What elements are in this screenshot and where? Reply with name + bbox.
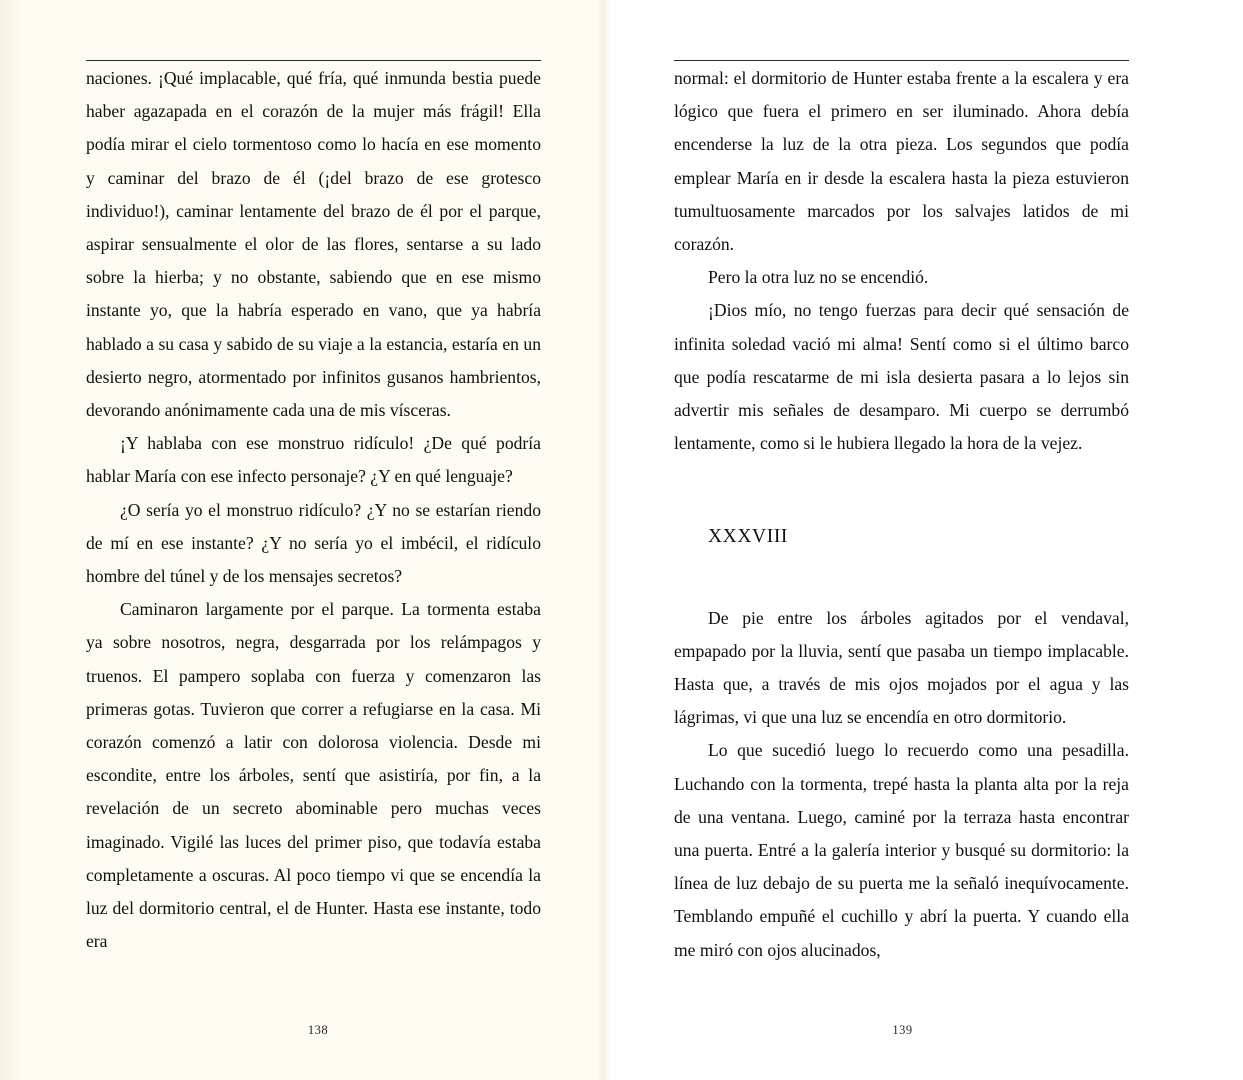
page-number-left: 138 [307,1023,329,1037]
paragraph: normal: el dormitorio de Hunter estaba frente a la escalera y era lógico que fuera el primero en ser iluminado. Ahora debía encenderse la luz de la otra pieza. Los segundos que podía emplear María en ir desde la escalera hasta la pieza estuvieron tumultuosamente marcados por los salvajes latidos de mi corazón. [674,68,1129,255]
left-page-text [86,62,541,958]
paragraph: ¿O sería yo el monstruo ridículo? ¿Y no se estarían riendo de mí en ese instante? ¿Y no sería yo el imbécil, el ridículo hombre del túnel y de los mensajes secretos? [86,499,541,587]
page-edge-shading [0,0,22,1080]
page-right [604,0,1243,1080]
paragraph: Caminaron largamente por el parque. La tormenta estaba ya sobre nosotros, negra, desgarrada por los relámpagos y truenos. El pampero soplaba con fuerza y comenzaron las primeras gotas. Tuvieron que correr a refugiarse en la casa. Mi corazón comenzó a latir con dolorosa violencia. Desde mi escondite, entre los árboles, sentí que asistiría, por fin, a la revelación de un secreto abominable pero muchas veces imaginado. Vigilé las luces del primer piso, que todavía estaba completamente a oscuras. Al poco tiempo vi que se encendía la luz del dormitorio central, el de Hunter. Hasta ese instante, todo era [86,599,541,952]
chapter-number: XXXVIII [708,526,789,548]
header-rule-right [674,60,1129,61]
paragraph: Pero la otra luz no se encendió. [708,267,929,288]
paragraph: naciones. ¡Qué implacable, qué fría, qué inmunda bestia puede haber agazapada en el corazón de la mujer más frágil! Ella podía mirar el cielo tormentoso como lo hacía en ese momento y caminar del brazo de él (¡del brazo de ese grotesco individuo!), caminar lentamente del brazo de él por el parque, aspirar sensualmente el olor de las flores, sentarse a su lado sobre la hierba; y no obstante, sabiendo que en ese mismo instante yo, que la habría esperado en vano, que ya habría hablado a su casa y sabido de su viaje a la estancia, estaría en un desierto negro, atormentado por infinitos gusanos hambrientos, devorando anónimamente cada una de mis vísceras. [86,68,541,421]
paragraph: De pie entre los árboles agitados por el vendaval, empapado por la lluvia, sentí que pasaba un tiempo implacable. Hasta que, a través de mis ojos mojados por el agua y las lágrimas, vi que una luz se encendía en otro dormitorio. [674,607,1129,728]
paragraph: ¡Y hablaba con ese monstruo ridículo! ¿De qué podría hablar María con ese infecto personaje? ¿Y en qué lenguaje? [86,433,541,487]
page-left [0,0,604,1080]
page-number-right: 139 [892,1023,913,1037]
header-rule-left [86,60,541,61]
paragraph: ¡Dios mío, no tengo fuerzas para decir qué sensación de infinita soledad vació mi alma! Sentí como si el último barco que podía rescatarme de mi isla desierta pasara a lo lejos sin advertir mis señales de desamparo. Mi cuerpo se derrumbó lentamente, como si le hubiera llegado la hora de la vejez. [674,300,1129,454]
paragraph: Lo que sucedió luego lo recuerdo como una pesadilla. Luchando con la tormenta, trepé hasta la planta alta por la reja de una ventana. Luego, caminé por la terraza hasta encontrar una puerta. Entré a la galería interior y busqué su dormitorio: la línea de luz debajo de su puerta me la señaló inequívocamente. Temblando empuñé el cuchillo y abrí la puerta. Y cuando ella me miró con ojos alucinados, [674,740,1129,960]
right-page-text [674,62,1129,967]
